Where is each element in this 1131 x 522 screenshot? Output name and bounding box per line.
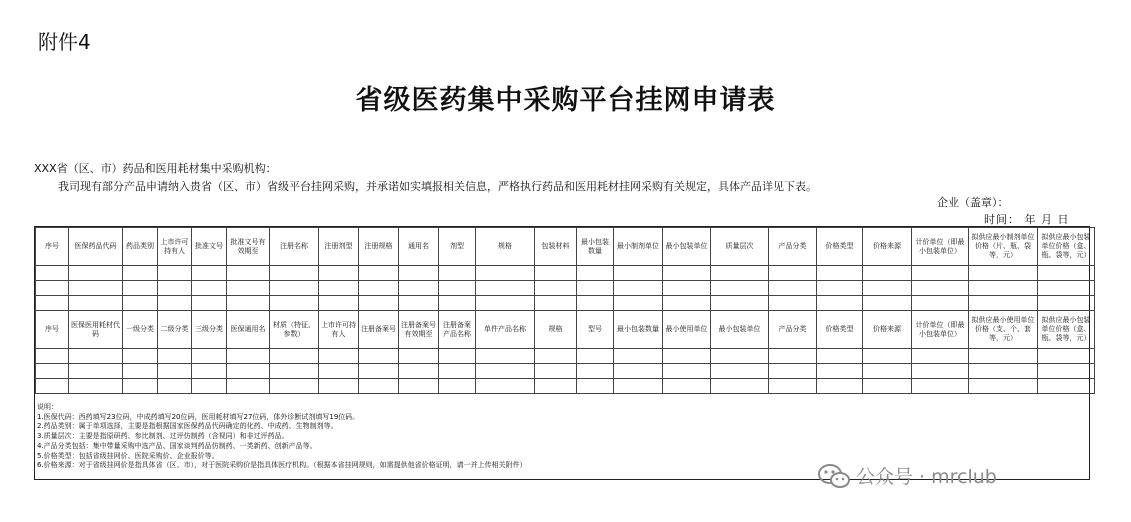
- table-cell[interactable]: [399, 281, 439, 296]
- table-cell[interactable]: [476, 296, 535, 311]
- table-cell[interactable]: [319, 379, 359, 394]
- drug-header-row: [36, 228, 1095, 266]
- column-header: 最小使用单位: [663, 311, 711, 349]
- column-header: 上市许可持有人: [158, 228, 192, 266]
- table-row: [36, 266, 1095, 281]
- table-cell[interactable]: [270, 364, 319, 379]
- table-cell[interactable]: [36, 349, 69, 364]
- table-cell[interactable]: [711, 266, 769, 281]
- table-cell[interactable]: [912, 349, 969, 364]
- table-cell[interactable]: [319, 364, 359, 379]
- table-cell[interactable]: [863, 379, 912, 394]
- table-cell[interactable]: [476, 364, 535, 379]
- table-cell[interactable]: [711, 281, 769, 296]
- table-cell[interactable]: [912, 281, 969, 296]
- table-cell[interactable]: [663, 296, 711, 311]
- table-cell[interactable]: [535, 281, 577, 296]
- table-cell[interactable]: [969, 349, 1038, 364]
- column-header: 包装材料: [535, 228, 577, 266]
- column-header: 计价单位（即最小包装单位）: [912, 228, 969, 266]
- table-row: [36, 364, 1095, 379]
- table-cell[interactable]: [270, 281, 319, 296]
- column-header: 最小制剂单位: [614, 228, 663, 266]
- table-cell[interactable]: [577, 266, 614, 281]
- table-cell[interactable]: [158, 296, 192, 311]
- table-cell[interactable]: [69, 266, 123, 281]
- table-cell[interactable]: [711, 379, 769, 394]
- table-cell[interactable]: [359, 364, 399, 379]
- table-cell[interactable]: [1038, 364, 1095, 379]
- table-cell[interactable]: [319, 349, 359, 364]
- column-header: 规格: [476, 228, 535, 266]
- table-cell[interactable]: [535, 379, 577, 394]
- notes-section: [37, 403, 527, 471]
- table-cell[interactable]: [969, 266, 1038, 281]
- table-cell[interactable]: [912, 266, 969, 281]
- table-cell[interactable]: [439, 349, 476, 364]
- table-cell[interactable]: [535, 266, 577, 281]
- column-header: 注册名称: [270, 228, 319, 266]
- table-cell[interactable]: [663, 364, 711, 379]
- table-cell[interactable]: [663, 281, 711, 296]
- table-cell[interactable]: [227, 296, 270, 311]
- table-cell[interactable]: [399, 379, 439, 394]
- table-cell[interactable]: [158, 266, 192, 281]
- column-header: 医保药品代码: [69, 228, 123, 266]
- table-cell[interactable]: [769, 266, 817, 281]
- column-header: 价格类型: [817, 228, 863, 266]
- table-cell[interactable]: [769, 296, 817, 311]
- table-cell[interactable]: [476, 266, 535, 281]
- column-header: 医保医用耗材代码: [69, 311, 123, 349]
- watermark-text: 公众号 · mrclub: [856, 466, 997, 488]
- table-cell[interactable]: [192, 281, 227, 296]
- table-row: [36, 296, 1095, 311]
- table-cell[interactable]: [270, 266, 319, 281]
- column-header: 拟供应最小包装单位价格（盒、瓶、袋等，元）: [1038, 228, 1095, 266]
- column-header: 价格来源: [863, 311, 912, 349]
- table-cell[interactable]: [663, 349, 711, 364]
- column-header: 单件产品名称: [476, 311, 535, 349]
- column-header: 序号: [36, 311, 69, 349]
- table-cell[interactable]: [192, 364, 227, 379]
- table-cell[interactable]: [319, 281, 359, 296]
- table-cell[interactable]: [36, 266, 69, 281]
- column-header: 计价单位（即最小包装单位）: [912, 311, 969, 349]
- table-cell[interactable]: [192, 296, 227, 311]
- column-header: 规格: [535, 311, 577, 349]
- table-cell[interactable]: [227, 266, 270, 281]
- table-cell[interactable]: [69, 296, 123, 311]
- column-header: 一级分类: [123, 311, 158, 349]
- note-line: 5.价格类型：包括省级挂网价、医院采购价、企业报价等。: [37, 451, 219, 460]
- form-table: [35, 227, 1095, 394]
- table-cell[interactable]: [817, 379, 863, 394]
- column-header: 医保通用名: [227, 311, 270, 349]
- table-cell[interactable]: [439, 281, 476, 296]
- table-cell[interactable]: [36, 379, 69, 394]
- column-header: 注册规格: [359, 228, 399, 266]
- table-cell[interactable]: [711, 296, 769, 311]
- wechat-icon: [818, 463, 850, 489]
- table-cell[interactable]: [614, 266, 663, 281]
- column-header: 型号: [577, 311, 614, 349]
- application-table: [34, 226, 1090, 480]
- column-header: 二级分类: [158, 311, 192, 349]
- table-cell[interactable]: [399, 296, 439, 311]
- table-cell[interactable]: [863, 349, 912, 364]
- note-line: 4.产品分类包括：集中带量采购中选产品、国家谈判药品仿制药、一类新药、创新产品等。: [37, 441, 317, 450]
- column-header: 拟供应最小使用单位价格（支、个、套等，元）: [969, 311, 1038, 349]
- table-cell[interactable]: [439, 266, 476, 281]
- table-cell[interactable]: [69, 349, 123, 364]
- table-cell[interactable]: [158, 349, 192, 364]
- column-header: 最小包装数量: [577, 228, 614, 266]
- table-cell[interactable]: [817, 364, 863, 379]
- table-cell[interactable]: [969, 364, 1038, 379]
- note-line: 1.医保代码：西药填写23位码，中成药填写20位码，医用耗材填写27位码，体外诊断试剂填写19位码。: [37, 412, 360, 421]
- column-header: 拟供应最小制剂单位价格（片、瓶、袋等，元）: [969, 228, 1038, 266]
- table-cell[interactable]: [439, 296, 476, 311]
- table-cell[interactable]: [535, 296, 577, 311]
- table-cell[interactable]: [359, 379, 399, 394]
- table-cell[interactable]: [359, 296, 399, 311]
- column-header: 最小包装单位: [663, 228, 711, 266]
- table-cell[interactable]: [863, 266, 912, 281]
- table-cell[interactable]: [769, 379, 817, 394]
- table-cell[interactable]: [69, 379, 123, 394]
- table-cell[interactable]: [399, 349, 439, 364]
- table-cell[interactable]: [69, 364, 123, 379]
- column-header: 药品类别: [123, 228, 158, 266]
- table-cell[interactable]: [36, 364, 69, 379]
- table-cell[interactable]: [69, 281, 123, 296]
- watermark: [818, 462, 997, 489]
- date-label: 时间： 年 月 日: [984, 213, 1070, 226]
- column-header: 价格来源: [863, 228, 912, 266]
- column-header: 注册备案号有效期至: [399, 311, 439, 349]
- table-cell[interactable]: [319, 296, 359, 311]
- table-cell[interactable]: [769, 281, 817, 296]
- table-cell[interactable]: [192, 379, 227, 394]
- table-cell[interactable]: [863, 364, 912, 379]
- table-cell[interactable]: [614, 364, 663, 379]
- table-cell[interactable]: [1038, 379, 1095, 394]
- table-cell[interactable]: [912, 364, 969, 379]
- table-cell[interactable]: [769, 364, 817, 379]
- table-cell[interactable]: [711, 364, 769, 379]
- table-cell[interactable]: [614, 349, 663, 364]
- table-cell[interactable]: [123, 379, 158, 394]
- table-cell[interactable]: [439, 379, 476, 394]
- table-cell[interactable]: [227, 281, 270, 296]
- table-cell[interactable]: [817, 281, 863, 296]
- column-header: 序号: [36, 228, 69, 266]
- table-cell[interactable]: [769, 349, 817, 364]
- table-cell[interactable]: [535, 349, 577, 364]
- table-row: [36, 379, 1095, 394]
- table-cell[interactable]: [663, 266, 711, 281]
- table-cell[interactable]: [227, 364, 270, 379]
- note-line: 2.药品类别：属于单项选择，主要是指根据国家医保药品代码确定的化药、中成药、生物制剂等。: [37, 422, 338, 431]
- table-cell[interactable]: [476, 379, 535, 394]
- table-cell[interactable]: [969, 379, 1038, 394]
- table-cell[interactable]: [359, 349, 399, 364]
- column-header: 最小包装数量: [614, 311, 663, 349]
- table-cell[interactable]: [123, 281, 158, 296]
- table-cell[interactable]: [399, 364, 439, 379]
- column-header: 最小包装单位: [711, 311, 769, 349]
- table-cell[interactable]: [863, 281, 912, 296]
- table-cell[interactable]: [535, 364, 577, 379]
- form-title: 省级医药集中采购平台挂网申请表: [355, 85, 776, 116]
- table-cell[interactable]: [614, 281, 663, 296]
- table-cell[interactable]: [439, 364, 476, 379]
- note-line: 3.质量层次：主要是指原研药、参比制剂、过评仿制药（含视同）和非过评药品。: [37, 432, 289, 441]
- intro-paragraph: 我司现有部分产品申请纳入贵省（区、市）省级平台挂网采购，并承诺如实填报相关信息，严格执行药品和医用耗材挂网采购有关规定，具体产品详见下表。: [58, 180, 817, 193]
- table-cell[interactable]: [1038, 266, 1095, 281]
- table-cell[interactable]: [227, 379, 270, 394]
- note-line: 6.价格来源：对于省级挂网价是指具体省（区、市），对于医院采购价是指具体医疗机构。（根据本省挂网规则，如需提供他省价格证明，请一并上传相关附件）: [37, 461, 527, 470]
- table-cell[interactable]: [577, 364, 614, 379]
- table-cell[interactable]: [270, 296, 319, 311]
- table-cell[interactable]: [577, 349, 614, 364]
- note-line: 说明：: [37, 403, 58, 411]
- table-cell[interactable]: [663, 379, 711, 394]
- table-cell[interactable]: [359, 281, 399, 296]
- table-cell[interactable]: [614, 379, 663, 394]
- column-header: 通用名: [399, 228, 439, 266]
- table-cell[interactable]: [1038, 296, 1095, 311]
- table-cell[interactable]: [912, 379, 969, 394]
- table-cell[interactable]: [227, 349, 270, 364]
- table-cell[interactable]: [158, 364, 192, 379]
- table-cell[interactable]: [36, 281, 69, 296]
- table-cell[interactable]: [192, 349, 227, 364]
- table-row: [36, 281, 1095, 296]
- table-cell[interactable]: [123, 349, 158, 364]
- table-cell[interactable]: [359, 266, 399, 281]
- table-cell[interactable]: [912, 296, 969, 311]
- column-header: 注册备案产品名称: [439, 311, 476, 349]
- table-cell[interactable]: [36, 296, 69, 311]
- column-header: 三级分类: [192, 311, 227, 349]
- table-cell[interactable]: [577, 281, 614, 296]
- table-cell[interactable]: [711, 349, 769, 364]
- attachment-label: 附件4: [38, 30, 91, 54]
- table-cell[interactable]: [614, 296, 663, 311]
- column-header: 价格类型: [817, 311, 863, 349]
- table-cell[interactable]: [158, 281, 192, 296]
- column-header: 产品分类: [769, 228, 817, 266]
- table-cell[interactable]: [270, 379, 319, 394]
- device-header-row: [36, 311, 1095, 349]
- table-row: [36, 349, 1095, 364]
- column-header: 剂型: [439, 228, 476, 266]
- table-cell[interactable]: [577, 296, 614, 311]
- table-cell[interactable]: [123, 296, 158, 311]
- column-header: 质量层次: [711, 228, 769, 266]
- table-cell[interactable]: [969, 281, 1038, 296]
- column-header: 注册剂型: [319, 228, 359, 266]
- addressee: XXX省（区、市）药品和医用耗材集中采购机构：: [34, 162, 277, 175]
- column-header: 产品分类: [769, 311, 817, 349]
- table-cell[interactable]: [123, 266, 158, 281]
- table-cell[interactable]: [399, 266, 439, 281]
- table-cell[interactable]: [158, 379, 192, 394]
- column-header: 上市许可持有人: [319, 311, 359, 349]
- table-cell[interactable]: [319, 266, 359, 281]
- table-cell[interactable]: [817, 266, 863, 281]
- column-header: 拟供应最小包装单位价格（盒、瓶、袋等，元）: [1038, 311, 1095, 349]
- table-cell[interactable]: [1038, 281, 1095, 296]
- table-cell[interactable]: [817, 296, 863, 311]
- column-header: 注册备案号: [359, 311, 399, 349]
- table-cell[interactable]: [192, 266, 227, 281]
- table-cell[interactable]: [969, 296, 1038, 311]
- column-header: 批准文号有效期至: [227, 228, 270, 266]
- column-header: 材质（特征、参数）: [270, 311, 319, 349]
- table-cell[interactable]: [476, 281, 535, 296]
- table-cell[interactable]: [817, 349, 863, 364]
- company-seal-label: 企业（盖章）：: [937, 196, 1009, 209]
- table-cell[interactable]: [1038, 349, 1095, 364]
- table-cell[interactable]: [476, 349, 535, 364]
- table-cell[interactable]: [577, 379, 614, 394]
- table-cell[interactable]: [863, 296, 912, 311]
- table-cell[interactable]: [123, 364, 158, 379]
- table-cell[interactable]: [270, 349, 319, 364]
- column-header: 批准文号: [192, 228, 227, 266]
